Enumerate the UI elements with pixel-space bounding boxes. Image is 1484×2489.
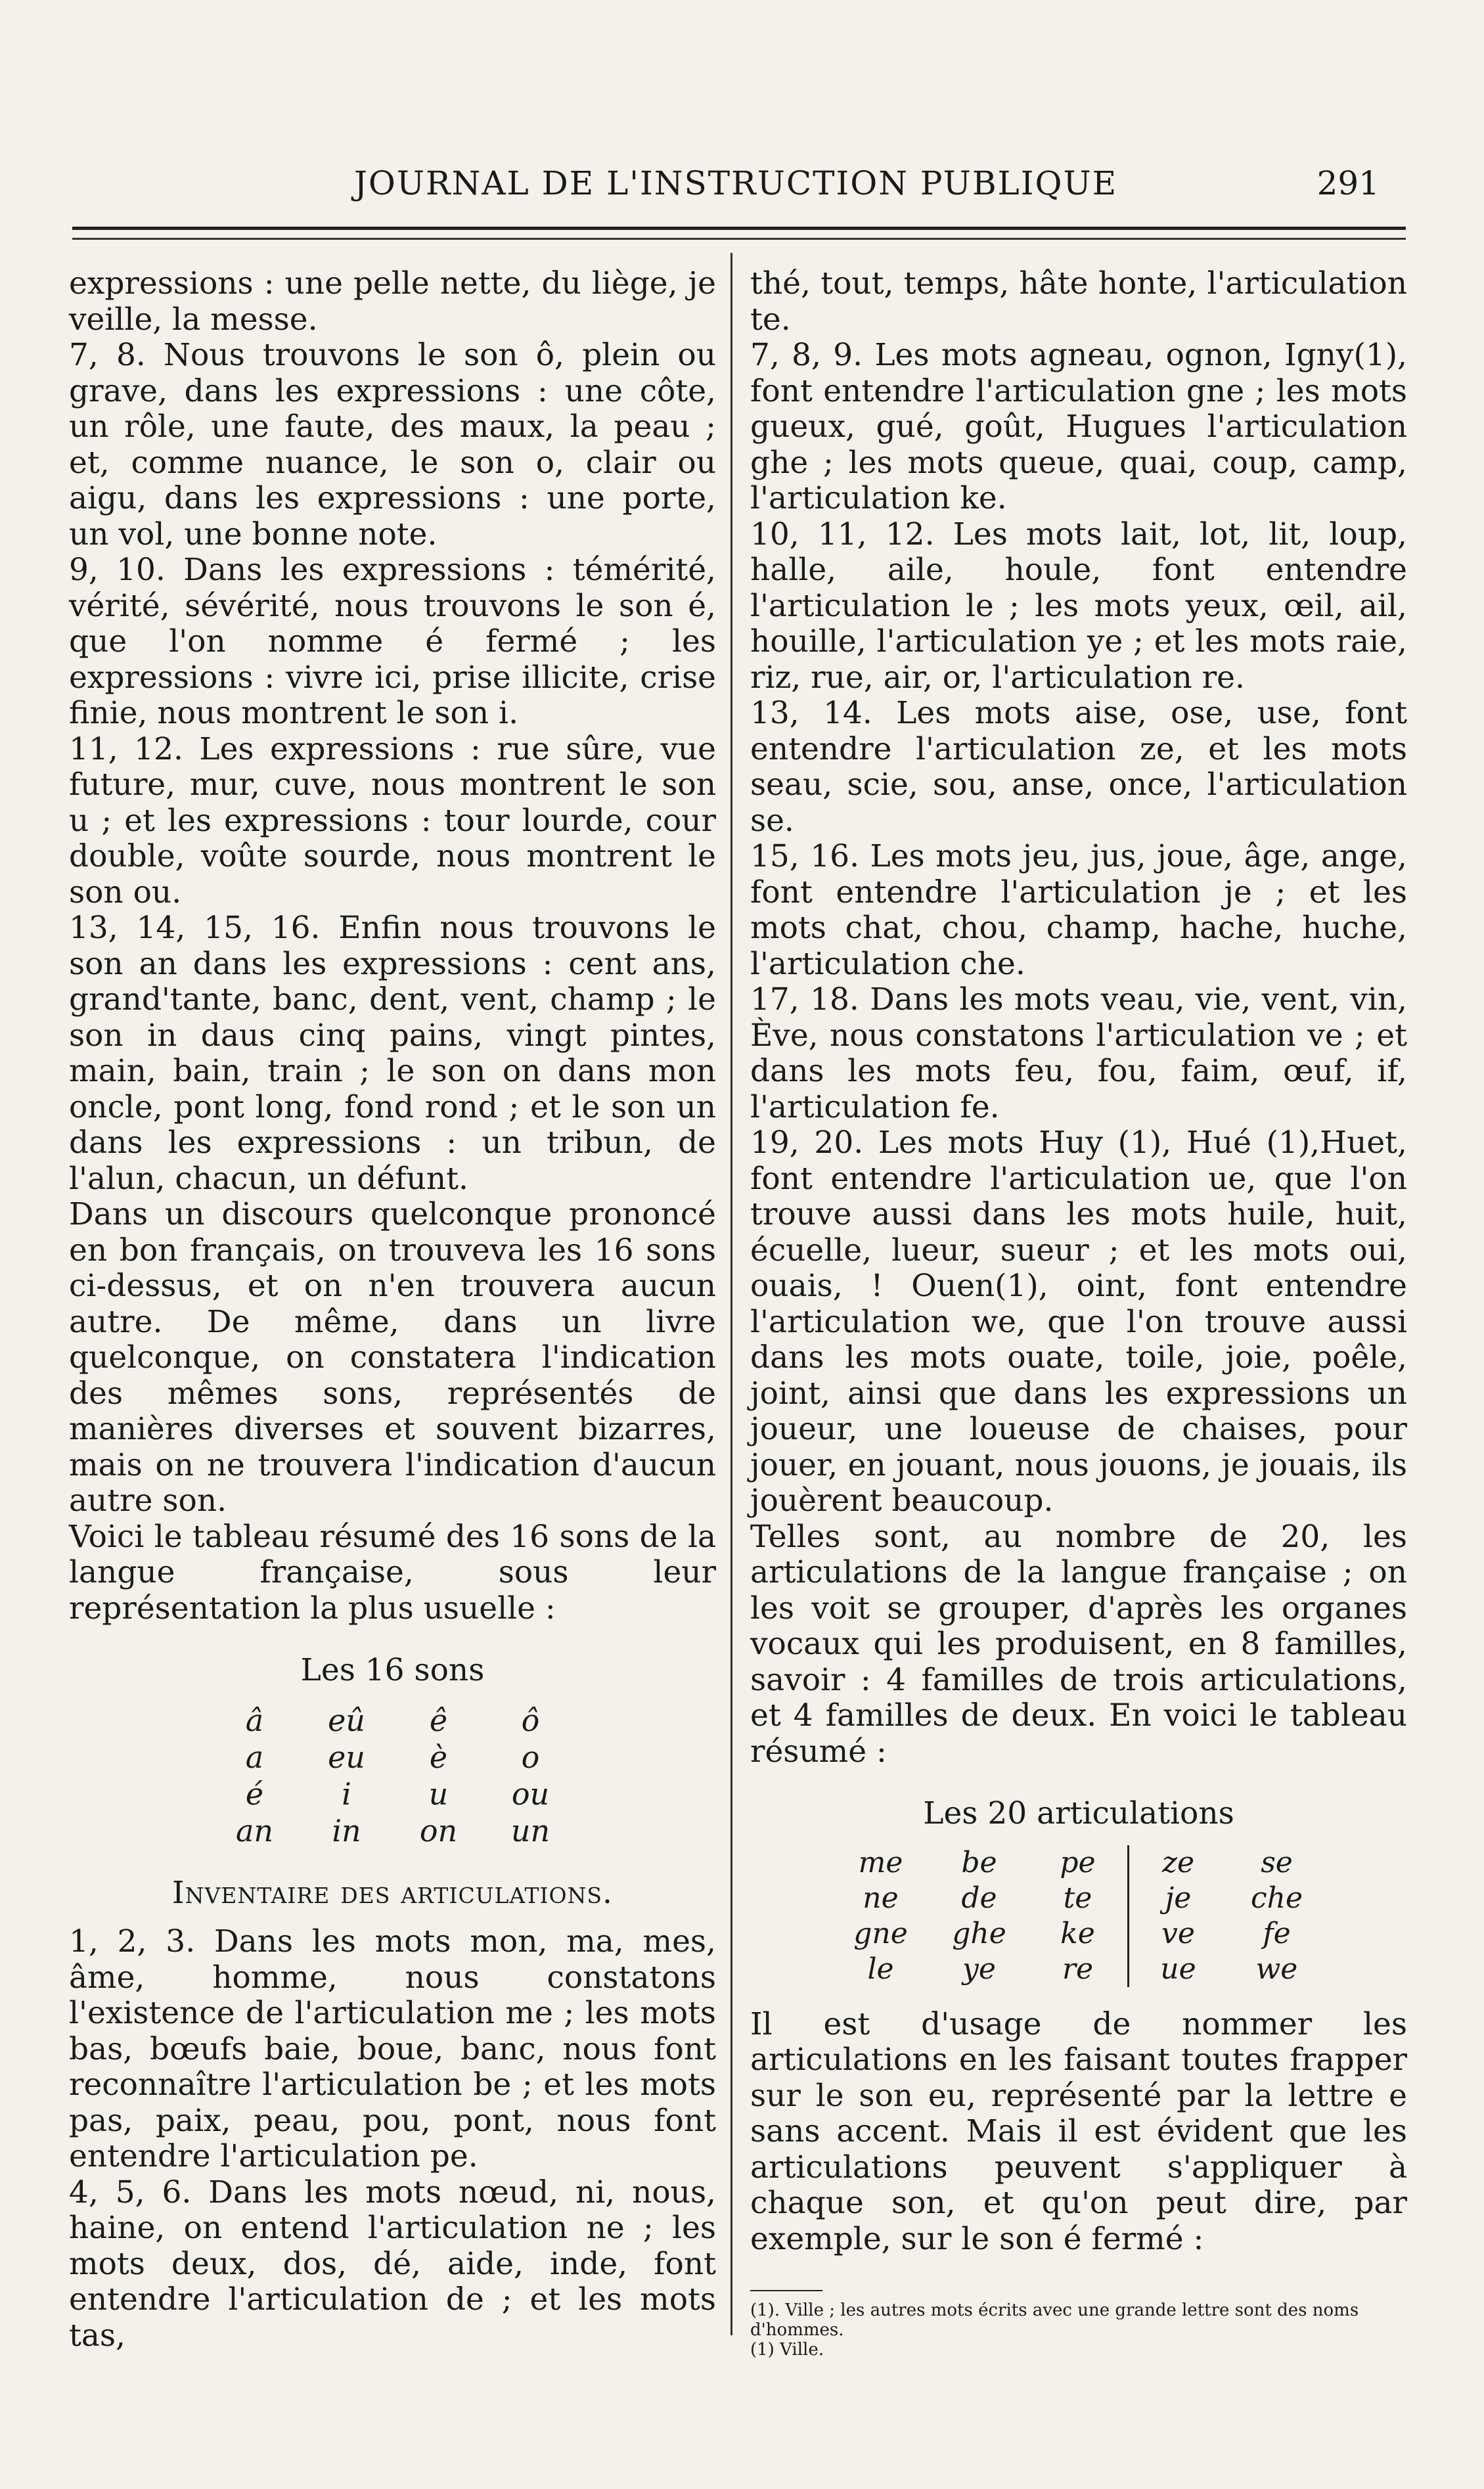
paragraph: 13, 14, 15, 16. Enfin nous trouvons le son an dans les expressions : cent ans, grand'tante, banc, dent, vent, champ ; le son in daus cinq pains, vingt pintes, main, bain, train ; le son on dans mon oncle, pont long, fond rond ; et le son un dans les expressions : un tribun, de l'alun, chacun, un défunt.: [69, 910, 716, 1197]
table-cell: ne: [863, 1881, 899, 1915]
paragraph: 1, 2, 3. Dans les mots mon, ma, mes, âme, homme, nous constatons l'existence de l'articulation me ; les mots bas, bœufs baie, boue, banc, nous font reconnaître l'articulation be ; et les mots pas, paix, peau, pou, pont, nous font entendre l'articulation pe.: [69, 1923, 716, 2174]
paragraph: Telles sont, au nombre de 20, les articulations de la langue française ; on les voit se grouper, d'après les organes vocaux qui les produisent, en 8 familles, savoir : 4 familles de trois articulations, et 4 familles de deux. En voici le tableau résumé :: [750, 1518, 1407, 1770]
paragraph: 17, 18. Dans les mots veau, vie, vent, vin, Ève, nous constatons l'articulation ve ; et dans les mots feu, fou, faim, œuf, if, l'articulation fe.: [750, 981, 1407, 1125]
table-cell: se: [1261, 1845, 1293, 1879]
paragraph: expressions : une pelle nette, du liège, je veille, la messe.: [69, 265, 716, 338]
inventory-heading: Inventaire des articulations.: [172, 1874, 613, 1911]
table-cell: o: [521, 1739, 540, 1775]
paragraph: Voici le tableau résumé des 16 sons de la langue française, sous leur représentation la plus usuelle :: [69, 1518, 716, 1626]
table-cell: je: [1128, 1881, 1228, 1916]
articulations-table-title: Les 20 articulations: [923, 1795, 1234, 1831]
paragraph: 9, 10. Dans les expressions : témérité, vérité, sévérité, nous trouvons le son é, que l'on nomme é fermé ; les expressions : vivre ici, prise illicite, crise finie, nous montrent le son i.: [69, 552, 716, 731]
header-rule-thin: [72, 238, 1406, 240]
table-cell: ou: [511, 1776, 550, 1812]
table-cell: i: [342, 1776, 351, 1812]
table-row: [832, 1952, 1326, 1987]
table-cell: on: [419, 1812, 458, 1849]
table-cell: we: [1255, 1952, 1298, 1986]
table-cell: eu: [328, 1739, 365, 1775]
paragraph: 7, 8, 9. Les mots agneau, ognon, Igny(1), font entendre l'articulation gne ; les mots gueux, gué, goût, Hugues l'articulation ghe ; les mots queue, quai, coup, camp, l'articulation ke.: [750, 337, 1407, 516]
table-cell: fe: [1263, 1916, 1291, 1950]
table-cell: ê: [429, 1702, 448, 1738]
sounds-table: [209, 1702, 577, 1849]
table-cell: re: [1062, 1952, 1094, 1986]
paragraph: 4, 5, 6. Dans les mots nœud, ni, nous, haine, on entend l'articulation ne ; les mots deux, dos, dé, aide, inde, font entendre l'articulation de ; et les mots tas,: [69, 2174, 716, 2354]
left-column: [69, 266, 716, 2354]
table-cell: ze: [1128, 1845, 1228, 1881]
table-cell: me: [858, 1845, 903, 1879]
table-cell: eû: [328, 1702, 365, 1738]
table-cell: an: [235, 1812, 274, 1849]
articulations-table: [832, 1845, 1326, 1987]
paragraph: 11, 12. Les expressions : rue sûre, vue future, mur, cuve, nous montrent le son u ; et les expressions : tour lourde, cour double, voûte sourde, nous montrent le son ou.: [69, 730, 716, 910]
table-cell: ô: [521, 1702, 540, 1738]
footnote: (1) Ville.: [750, 2340, 824, 2360]
table-row: [209, 1812, 577, 1849]
table-cell: pe: [1060, 1845, 1096, 1879]
table-cell: de: [961, 1881, 997, 1915]
table-cell: a: [245, 1739, 264, 1775]
table-row: [832, 1881, 1326, 1916]
table-row: [832, 1916, 1326, 1952]
paragraph: 15, 16. Les mots jeu, jus, joue, âge, ange, font entendre l'articulation je ; et les mots chat, chou, champ, hache, huche, l'articulation che.: [750, 838, 1407, 982]
header-rule-thick: [72, 227, 1406, 230]
paragraph: 13, 14. Les mots aise, ose, use, font entendre l'articulation ze, et les mots seau, scie, sou, anse, once, l'articulation se.: [750, 695, 1407, 839]
table-cell: ke: [1060, 1916, 1095, 1950]
table-cell: u: [428, 1776, 449, 1812]
page-number: 291: [1316, 164, 1380, 202]
paragraph: Il est d'usage de nommer les articulations en les faisant toutes frapper sur le son eu, représenté par la lettre e sans accent. Mais il est évident que les articulations peuvent s'appliquer à chaque son, et qu'on peut dire, par exemple, sur le son é fermé :: [750, 2006, 1407, 2257]
table-cell: che: [1250, 1881, 1303, 1915]
table-cell: é: [245, 1776, 264, 1812]
table-cell: un: [510, 1812, 551, 1849]
table-cell: ve: [1128, 1916, 1228, 1952]
right-column: [750, 266, 1407, 2360]
table-cell: in: [332, 1812, 361, 1849]
table-cell: è: [429, 1739, 448, 1775]
paragraph: thé, tout, temps, hâte honte, l'articulation te.: [750, 265, 1407, 338]
table-cell: be: [961, 1845, 997, 1879]
footnote-rule: [750, 2290, 822, 2291]
column-separator: [731, 253, 732, 2335]
table-cell: le: [867, 1952, 894, 1986]
table-cell: ye: [962, 1952, 996, 1986]
journal-title: JOURNAL DE L'INSTRUCTION PUBLIQUE: [353, 164, 1118, 202]
table-cell: gne: [853, 1916, 908, 1950]
page-header: [72, 164, 1399, 217]
table-row: [209, 1739, 577, 1776]
paragraph: Dans un discours quelconque prononcé en bon français, on trouveva les 16 sons ci-dessus, et on n'en trouvera aucun autre. De même, dans un livre quelconque, on constatera l'indication des mêmes sons, représentés de manières diverses et souvent bizarres, mais on ne trouvera l'indication d'aucun autre son.: [69, 1196, 716, 1519]
table-cell: ue: [1128, 1952, 1228, 1987]
table-cell: te: [1063, 1881, 1092, 1915]
footnote: (1). Ville ; les autres mots écrits avec une grande lettre sont des noms d'hommes.: [750, 2300, 1359, 2340]
paragraph: 19, 20. Les mots Huy (1), Hué (1),Huet, font entendre l'articulation ue, que l'on trouve aussi dans les mots huile, huit, écuelle, lueur, sueur ; et les mots oui, ouais, ! Ouen(1), oint, font entendre l'articulation we, que l'on trouve aussi dans les mots ouate, toile, joie, poêle, joint, ainsi que dans les expressions un joueur, une loueuse de chaises, pour jouer, en jouant, nous jouons, je jouais, ils jouèrent beaucoup.: [750, 1125, 1407, 1519]
sounds-table-title: Les 16 sons: [300, 1652, 485, 1688]
table-cell: ghe: [952, 1916, 1006, 1950]
paragraph: 7, 8. Nous trouvons le son ô, plein ou grave, dans les expressions : une côte, un rôle, une faute, des maux, la peau ; et, comme nuance, le son o, clair ou aigu, dans les expressions : une porte, un vol, une bonne note.: [69, 337, 716, 552]
paragraph: 10, 11, 12. Les mots lait, lot, lit, loup, halle, aile, houle, font entendre l'articulation le ; les mots yeux, œil, ail, houille, l'articulation ye ; et les mots raie, riz, rue, air, or, l'articulation re.: [750, 516, 1407, 696]
table-cell: â: [245, 1702, 264, 1738]
table-row: [209, 1776, 577, 1812]
table-row: [209, 1702, 577, 1739]
table-row: [832, 1845, 1326, 1881]
